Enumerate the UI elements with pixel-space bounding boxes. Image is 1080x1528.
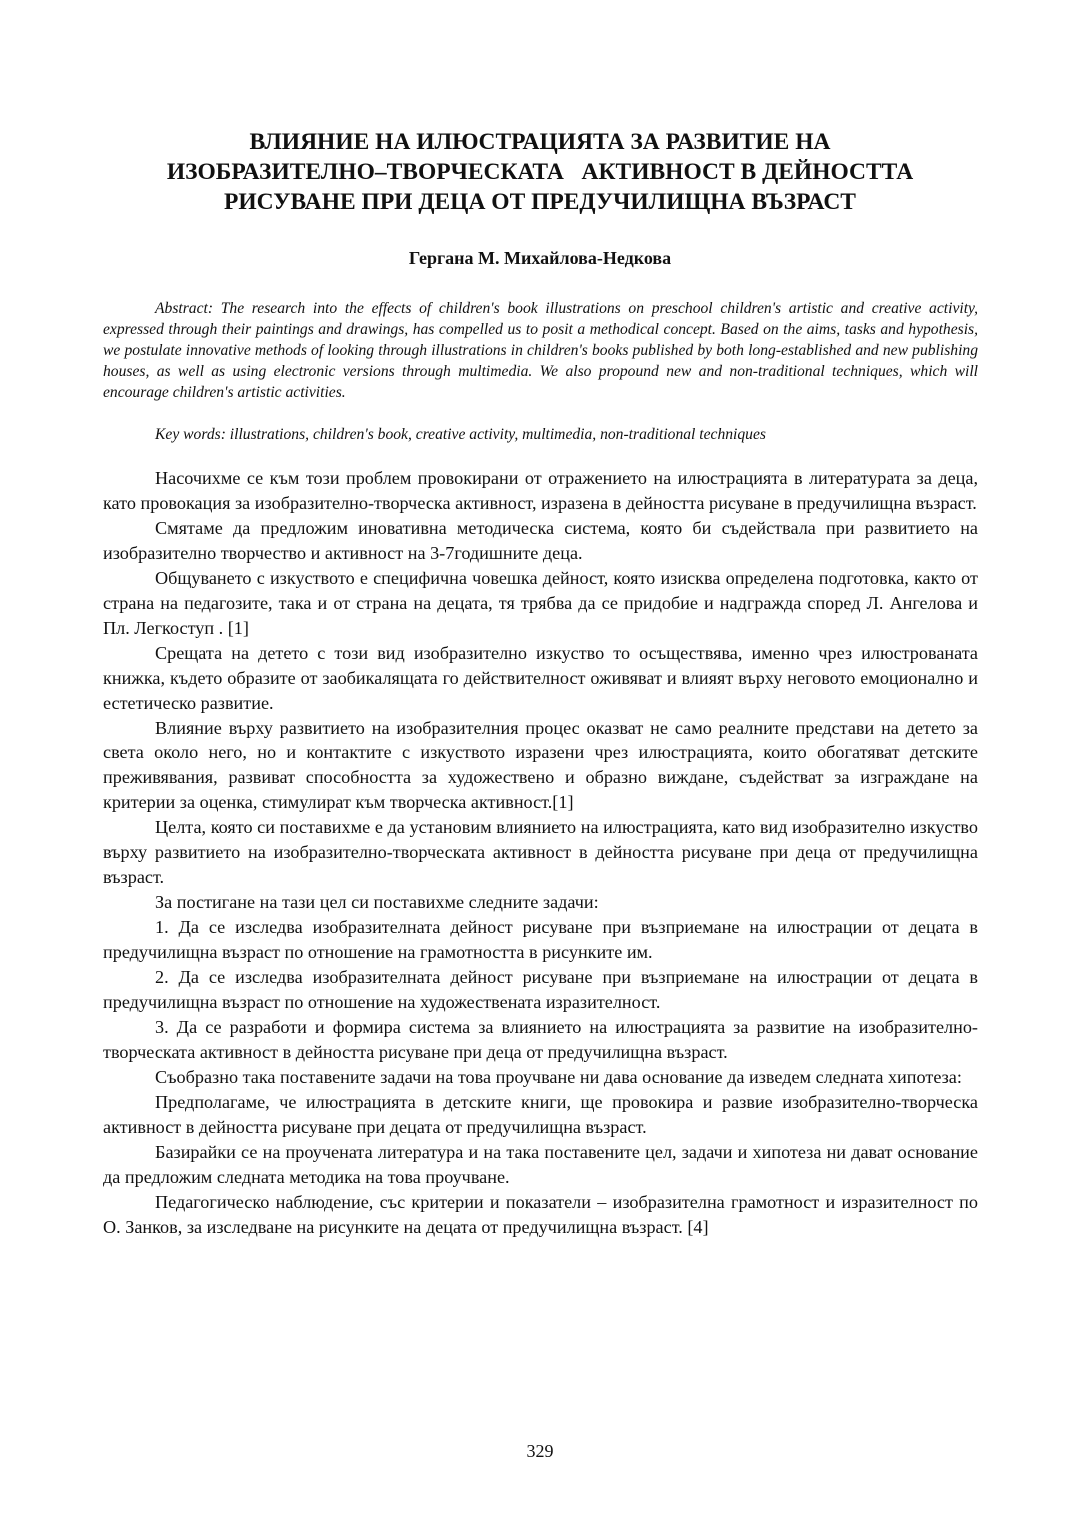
keywords: Key words: illustrations, children's book, creative activity, multimedia, non-traditional techniques (155, 426, 766, 443)
abstract: Abstract: The research into the effects of children's book illustrations on preschool children's artistic and creative activity, expressed through their paintings and drawings, has compelled us to posit a methodical concept. Based on the aims, tasks and hypothesis, we postulate innovative methods of looking through illustrations in children's books published by both long-established and new publishing houses, as well as using electronic versions through multimedia. We also propound new and non-traditional techniques, which will encourage children's artistic activities. (103, 300, 978, 401)
paragraph: Педагогическо наблюдение, със критерии и показатели – изобразителна грамотност и изразителност по О. Занков, за изследване на рисунките на децата от предучилищна възраст. [4] (103, 1191, 978, 1237)
paragraph: Влияние върху развитието на изобразителния процес оказват не само реалните представи на детето за света около него, но и контактите с изкуството изразени чрез илюстрацията, които обогатяват детските преживявания, развиват способността за художествено и образно виждане, съдействат за изграждане на критерии за оценка, стимулират към творческа активност.[1] (103, 717, 978, 813)
paper-title: ВЛИЯНИЕ НА ИЛЮСТРАЦИЯТА ЗА РАЗВИТИЕ НА ИЗОБРАЗИТЕЛНО–ТВОРЧЕСКАТА АКТИВНОСТ В ДЕЙНОСТТА РИСУВАНЕ ПРИ ДЕЦА ОТ ПРЕДУЧИЛИЩНА ВЪЗРАСТ (166, 129, 914, 215)
author-name: Гергана М. Михайлова-Недкова (408, 248, 672, 268)
paragraph: За постигане на тази цел си поставихме следните задачи: (155, 892, 599, 913)
paragraph: Срещата на детето с този вид изобразително изкуство то осъществява, именно чрез илюстрованата книжка, където образите от заобикалящата го действителност оживяват и влияят върху неговото емоционално и естетическо развитие. (103, 642, 978, 713)
paragraph: 3. Да се разработи и формира система за влиянието на илюстрацията за развитие на изобразително-творческата активност в дейността рисуване при деца от предучилищна възраст. (103, 1016, 978, 1062)
body-text (103, 466, 978, 1240)
paragraph: 2. Да се изследва изобразителната дейност рисуване при възприемане на илюстрации от децата в предучилищна възраст по отношение на художествената изразителност. (103, 967, 978, 1013)
paragraph: Базирайки се на проучената литература и на така поставените цел, задачи и хипотеза ни дават основание да предложим следната методика на това проучване. (103, 1141, 978, 1187)
paragraph: Съобразно така поставените задачи на това проучване ни дава основание да изведем следната хипотеза: (155, 1066, 962, 1087)
paragraph: Смятаме да предложим иновативна методическа система, която би съдействала при развитието на изобразително творчество и активност на 3-7годишните деца. (103, 517, 978, 563)
paragraph: Общуването с изкуството е специфична човешка дейност, която изисква определена подготовка, както от страна на педагозите, така и от страна на децата, тя трябва да се придобие и надгражда според Л. Ангелова и Пл. Легкоступ . [1] (103, 567, 978, 638)
paragraph: Предполагаме, че илюстрацията в детските книги, ще провокира и развие изобразително-творческа активност в дейността рисуване при децата от предучилищна възраст. (103, 1091, 978, 1137)
page-number: 329 (526, 1441, 554, 1461)
paragraph: Насочихме се към този проблем провокирани от отражението на илюстрацията в литературата за деца, като провокация за изобразително-творческа активност, изразена в дейността рисуване в предучилищна възраст. (103, 468, 978, 513)
paragraph: 1. Да се изследва изобразителната дейност рисуване при възприемане на илюстрации от децата в предучилищна възраст по отношение на грамотността в рисунките им. (103, 917, 978, 963)
paragraph: Целта, която си поставихме е да установим влиянието на илюстрацията, като вид изобразително изкуство върху развитието на изобразително-творческата активност в дейността рисуване при деца от предучилищна възраст. (103, 817, 978, 888)
